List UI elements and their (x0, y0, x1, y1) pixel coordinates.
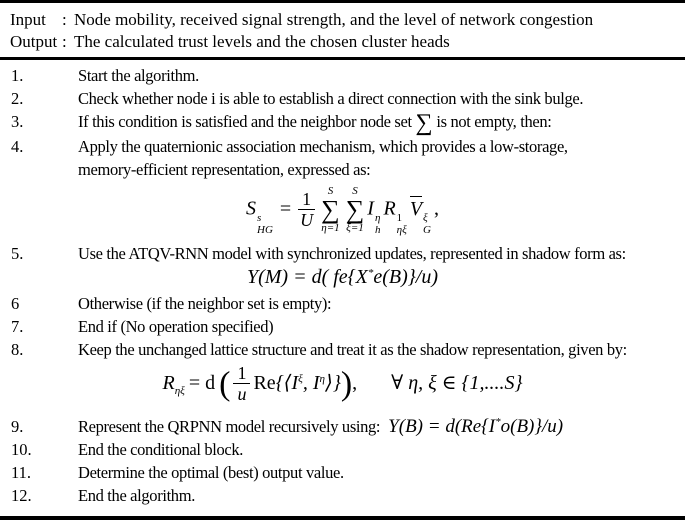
step-text: Keep the unchanged lattice structure and treat it as the shadow representation, given by: (78, 339, 627, 359)
sup-s: s (257, 211, 262, 224)
inner-close: ⟩} (325, 371, 341, 394)
step-row-1 (0, 64, 685, 87)
output-colon: : (62, 32, 67, 51)
step-text-line2: memory-efficient representation, expressed as: (78, 160, 371, 179)
sup-eta: η (319, 372, 326, 385)
sum-upper: S (352, 185, 358, 197)
step-row-6 (0, 292, 685, 315)
frac-numerator: 1 (298, 189, 315, 211)
step-text-post: is not empty, then: (432, 112, 552, 131)
frac-denominator: U (300, 210, 314, 231)
forall-condition: ∀ η, ξ ∈ {1,....S} (391, 371, 523, 394)
equals-d: = d (188, 371, 216, 394)
step-row-12 (0, 484, 685, 507)
formula-pre: Y(B) = d(Re{I (388, 416, 496, 438)
formula-lattice-shadow (0, 361, 685, 411)
step-number: 5. (11, 243, 24, 263)
formula-quaternionic-association (0, 181, 685, 242)
comma: , (434, 197, 439, 220)
io-header (0, 3, 685, 60)
step-text: Check whether node i is able to establish a direct connection with the sink bulge. (78, 89, 584, 108)
step-number: 11. (11, 463, 32, 483)
equals-sign: = (279, 197, 292, 220)
sum-lower: ξ=1 (346, 222, 364, 235)
step-text: Otherwise (if the neighbor set is empty): (78, 293, 332, 313)
sub-G: G (423, 223, 431, 236)
step-text-line1: Apply the quaternionic association mechanism, which provides a low-storage, (78, 137, 568, 156)
step-text: Determine the optimal (best) output value. (78, 463, 344, 483)
sum-upper: S (327, 185, 334, 197)
step-number: 1. (11, 66, 24, 85)
step-text: Start the algorithm. (78, 66, 199, 85)
step-text: End if (No operation specified) (78, 316, 274, 336)
step-text: End the conditional block. (78, 440, 244, 460)
step-number: 6 (11, 293, 20, 313)
step-row-11 (0, 461, 685, 484)
step-text: Use the ATQV-RNN model with synchronized updates, represented in shadow form as: (78, 243, 626, 263)
sub-h: h (374, 223, 381, 236)
formula-post: o(B)}/u) (500, 416, 564, 438)
inner-mid: , I (302, 371, 320, 394)
sub-HG: HG (257, 223, 273, 236)
step-number: 9. (11, 417, 24, 437)
input-row (10, 9, 675, 31)
right-paren: ) (340, 365, 353, 403)
formula-pre: Y(M) = d( fe{X (246, 265, 368, 288)
re-operator: Re (253, 371, 276, 394)
steps-list (0, 60, 685, 507)
left-paren: ( (219, 365, 231, 403)
step-number: 3. (11, 112, 24, 131)
step-text-label: Represent the QRPNN model recursively using: (78, 417, 381, 437)
sum-icon: ∑ (345, 194, 365, 224)
step-number: 8. (11, 339, 24, 359)
step-number: 10. (11, 440, 32, 460)
var-R: R (162, 371, 175, 394)
sup-xi: ξ (298, 372, 303, 385)
sigma-symbol: ∑ (415, 110, 433, 136)
sup-star: * (495, 416, 501, 429)
sup-star: * (367, 266, 374, 279)
formula-qrpnn (388, 416, 563, 437)
step-row-8 (0, 338, 685, 361)
step-row-7 (0, 315, 685, 338)
step-text (78, 135, 685, 181)
step-row-3 (0, 110, 685, 135)
input-colon: : (62, 10, 67, 29)
frac-numerator: 1 (233, 363, 250, 385)
step-row-5 (0, 242, 685, 265)
sup-1: 1 (396, 211, 403, 224)
var-R: R (383, 197, 396, 220)
step-number: 7. (11, 316, 24, 336)
inner-open: {⟨I (275, 371, 299, 394)
step-text (78, 411, 685, 438)
output-label: Output (10, 32, 58, 51)
sum-lower: η=1 (321, 222, 340, 235)
var-I: I (367, 197, 374, 220)
comma: , (352, 371, 358, 394)
formula-post: e(B)}/u) (373, 265, 439, 288)
step-row-4 (0, 135, 685, 181)
sub-etaxi: ηξ (396, 223, 407, 236)
step-number: 12. (11, 486, 32, 506)
step-number: 4. (11, 137, 24, 156)
output-row (10, 31, 675, 53)
step-row-10 (0, 438, 685, 461)
sup-xi: ξ (423, 211, 428, 224)
input-label: Input (10, 10, 46, 29)
sum-icon: ∑ (321, 194, 340, 224)
sub-etaxi: ηξ (174, 384, 185, 397)
step-text: End the algorithm. (78, 486, 195, 506)
var-S: S (246, 197, 256, 220)
formula-atqv-rnn (0, 265, 685, 292)
frac-denominator: u (237, 384, 247, 405)
step-text (78, 110, 685, 135)
step-text-pre: If this condition is satisfied and the neighbor node set (78, 112, 416, 131)
sup-eta: η (374, 211, 381, 224)
step-number: 2. (11, 89, 24, 108)
step-row-2 (0, 87, 685, 110)
input-text: Node mobility, received signal strength, and the level of network congestion (74, 10, 594, 29)
var-V-bar: V (409, 197, 423, 220)
output-text: The calculated trust levels and the chosen cluster heads (74, 32, 450, 51)
step-row-9 (0, 411, 685, 438)
